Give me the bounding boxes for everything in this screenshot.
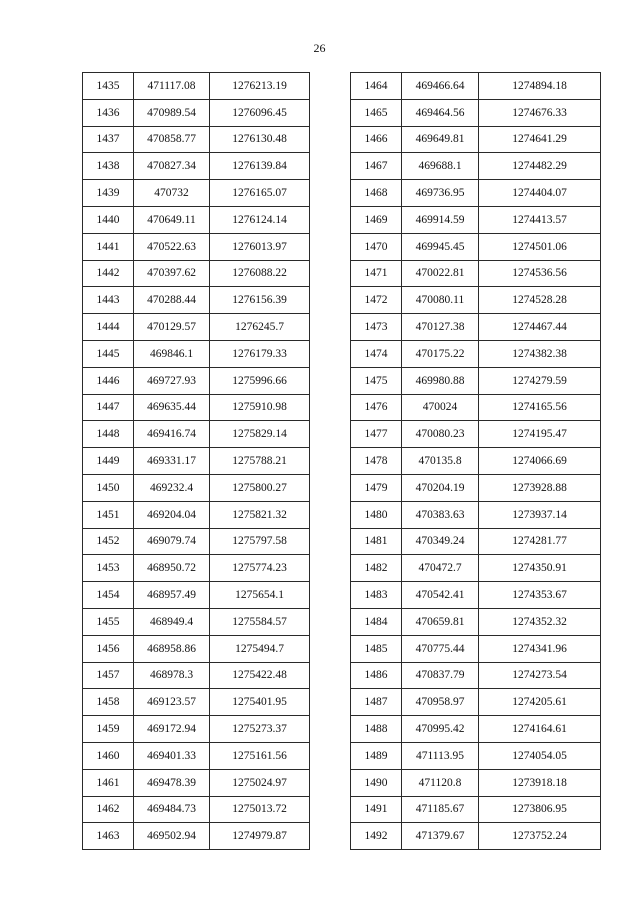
point-number-cell: 1443 <box>83 287 134 314</box>
x-coordinate-cell: 470522.63 <box>134 233 210 260</box>
y-coordinate-cell: 1276013.97 <box>210 233 310 260</box>
x-coordinate-cell: 470827.34 <box>134 153 210 180</box>
x-coordinate-cell: 470472.7 <box>402 555 479 582</box>
y-coordinate-cell: 1276130.48 <box>210 126 310 153</box>
point-number-cell: 1486 <box>351 662 402 689</box>
y-coordinate-cell: 1276213.19 <box>210 73 310 100</box>
point-number-cell: 1476 <box>351 394 402 421</box>
point-number-cell: 1475 <box>351 367 402 394</box>
table-row <box>83 823 310 850</box>
y-coordinate-cell: 1276088.22 <box>210 260 310 287</box>
x-coordinate-cell: 469079.74 <box>134 528 210 555</box>
point-number-cell: 1455 <box>83 608 134 635</box>
y-coordinate-cell: 1276165.07 <box>210 180 310 207</box>
table-row <box>351 287 601 314</box>
y-coordinate-cell: 1275013.72 <box>210 796 310 823</box>
table-row <box>83 180 310 207</box>
table-row <box>351 769 601 796</box>
point-number-cell: 1473 <box>351 314 402 341</box>
table-row <box>351 206 601 233</box>
y-coordinate-cell: 1275996.66 <box>210 367 310 394</box>
x-coordinate-cell: 471379.67 <box>402 823 479 850</box>
table-row <box>351 233 601 260</box>
y-coordinate-cell: 1274413.57 <box>479 206 601 233</box>
table-row <box>351 555 601 582</box>
point-number-cell: 1484 <box>351 608 402 635</box>
table-row <box>83 582 310 609</box>
point-number-cell: 1464 <box>351 73 402 100</box>
page-number: 26 <box>313 41 326 55</box>
y-coordinate-cell: 1274205.61 <box>479 689 601 716</box>
x-coordinate-cell: 471113.95 <box>402 742 479 769</box>
point-number-cell: 1436 <box>83 99 134 126</box>
x-coordinate-cell: 469464.56 <box>402 99 479 126</box>
point-number-cell: 1441 <box>83 233 134 260</box>
point-number-cell: 1438 <box>83 153 134 180</box>
x-coordinate-cell: 470080.11 <box>402 287 479 314</box>
point-number-cell: 1471 <box>351 260 402 287</box>
x-coordinate-cell: 469736.95 <box>402 180 479 207</box>
point-number-cell: 1492 <box>351 823 402 850</box>
point-number-cell: 1439 <box>83 180 134 207</box>
table-row <box>83 287 310 314</box>
point-number-cell: 1440 <box>83 206 134 233</box>
table-row <box>351 716 601 743</box>
point-number-cell: 1461 <box>83 769 134 796</box>
x-coordinate-cell: 469401.33 <box>134 742 210 769</box>
x-coordinate-cell: 471185.67 <box>402 796 479 823</box>
y-coordinate-cell: 1274894.18 <box>479 73 601 100</box>
point-number-cell: 1466 <box>351 126 402 153</box>
x-coordinate-cell: 469945.45 <box>402 233 479 260</box>
point-number-cell: 1437 <box>83 126 134 153</box>
y-coordinate-cell: 1275797.58 <box>210 528 310 555</box>
coordinates-table-right-body <box>351 73 601 850</box>
table-row <box>83 689 310 716</box>
x-coordinate-cell: 470649.11 <box>134 206 210 233</box>
y-coordinate-cell: 1274536.56 <box>479 260 601 287</box>
y-coordinate-cell: 1274676.33 <box>479 99 601 126</box>
point-number-cell: 1468 <box>351 180 402 207</box>
table-row <box>83 421 310 448</box>
x-coordinate-cell: 468957.49 <box>134 582 210 609</box>
table-row <box>351 394 601 421</box>
point-number-cell: 1460 <box>83 742 134 769</box>
point-number-cell: 1482 <box>351 555 402 582</box>
y-coordinate-cell: 1273806.95 <box>479 796 601 823</box>
table-row <box>83 448 310 475</box>
y-coordinate-cell: 1274350.91 <box>479 555 601 582</box>
table-row <box>83 73 310 100</box>
y-coordinate-cell: 1275800.27 <box>210 474 310 501</box>
y-coordinate-cell: 1274467.44 <box>479 314 601 341</box>
x-coordinate-cell: 470288.44 <box>134 287 210 314</box>
x-coordinate-cell: 470958.97 <box>402 689 479 716</box>
x-coordinate-cell: 469172.94 <box>134 716 210 743</box>
y-coordinate-cell: 1276245.7 <box>210 314 310 341</box>
x-coordinate-cell: 470204.19 <box>402 474 479 501</box>
coordinates-table-right <box>350 72 601 850</box>
x-coordinate-cell: 468950.72 <box>134 555 210 582</box>
x-coordinate-cell: 469502.94 <box>134 823 210 850</box>
x-coordinate-cell: 470349.24 <box>402 528 479 555</box>
table-row <box>351 180 601 207</box>
table-row <box>351 73 601 100</box>
y-coordinate-cell: 1274382.38 <box>479 340 601 367</box>
point-number-cell: 1454 <box>83 582 134 609</box>
point-number-cell: 1479 <box>351 474 402 501</box>
x-coordinate-cell: 468949.4 <box>134 608 210 635</box>
x-coordinate-cell: 468958.86 <box>134 635 210 662</box>
point-number-cell: 1488 <box>351 716 402 743</box>
point-number-cell: 1477 <box>351 421 402 448</box>
x-coordinate-cell: 470080.23 <box>402 421 479 448</box>
x-coordinate-cell: 470659.81 <box>402 608 479 635</box>
table-row <box>83 501 310 528</box>
y-coordinate-cell: 1275273.37 <box>210 716 310 743</box>
y-coordinate-cell: 1276124.14 <box>210 206 310 233</box>
point-number-cell: 1451 <box>83 501 134 528</box>
y-coordinate-cell: 1274273.54 <box>479 662 601 689</box>
x-coordinate-cell: 469846.1 <box>134 340 210 367</box>
y-coordinate-cell: 1276139.84 <box>210 153 310 180</box>
y-coordinate-cell: 1274279.59 <box>479 367 601 394</box>
y-coordinate-cell: 1274164.61 <box>479 716 601 743</box>
point-number-cell: 1447 <box>83 394 134 421</box>
point-number-cell: 1489 <box>351 742 402 769</box>
table-row <box>351 474 601 501</box>
point-number-cell: 1444 <box>83 314 134 341</box>
y-coordinate-cell: 1275910.98 <box>210 394 310 421</box>
y-coordinate-cell: 1276179.33 <box>210 340 310 367</box>
x-coordinate-cell: 470024 <box>402 394 479 421</box>
y-coordinate-cell: 1275774.23 <box>210 555 310 582</box>
table-row <box>83 528 310 555</box>
y-coordinate-cell: 1274341.96 <box>479 635 601 662</box>
point-number-cell: 1449 <box>83 448 134 475</box>
point-number-cell: 1485 <box>351 635 402 662</box>
x-coordinate-cell: 470837.79 <box>402 662 479 689</box>
x-coordinate-cell: 470397.62 <box>134 260 210 287</box>
table-row <box>351 742 601 769</box>
point-number-cell: 1472 <box>351 287 402 314</box>
table-row <box>351 662 601 689</box>
point-number-cell: 1481 <box>351 528 402 555</box>
y-coordinate-cell: 1274165.56 <box>479 394 601 421</box>
table-row <box>351 260 601 287</box>
table-row <box>351 314 601 341</box>
table-row <box>351 608 601 635</box>
x-coordinate-cell: 469914.59 <box>402 206 479 233</box>
y-coordinate-cell: 1276156.39 <box>210 287 310 314</box>
x-coordinate-cell: 470383.63 <box>402 501 479 528</box>
table-row <box>83 367 310 394</box>
point-number-cell: 1467 <box>351 153 402 180</box>
table-row <box>83 260 310 287</box>
table-row <box>351 823 601 850</box>
table-row <box>351 689 601 716</box>
y-coordinate-cell: 1274641.29 <box>479 126 601 153</box>
table-row <box>351 448 601 475</box>
point-number-cell: 1453 <box>83 555 134 582</box>
y-coordinate-cell: 1275584.57 <box>210 608 310 635</box>
table-row <box>83 126 310 153</box>
y-coordinate-cell: 1274528.28 <box>479 287 601 314</box>
x-coordinate-cell: 469416.74 <box>134 421 210 448</box>
y-coordinate-cell: 1274979.87 <box>210 823 310 850</box>
table-row <box>83 608 310 635</box>
x-coordinate-cell: 470732 <box>134 180 210 207</box>
y-coordinate-cell: 1275829.14 <box>210 421 310 448</box>
y-coordinate-cell: 1274281.77 <box>479 528 601 555</box>
point-number-cell: 1478 <box>351 448 402 475</box>
x-coordinate-cell: 469331.17 <box>134 448 210 475</box>
x-coordinate-cell: 469688.1 <box>402 153 479 180</box>
table-row <box>83 635 310 662</box>
point-number-cell: 1457 <box>83 662 134 689</box>
point-number-cell: 1442 <box>83 260 134 287</box>
x-coordinate-cell: 468978.3 <box>134 662 210 689</box>
table-row <box>83 153 310 180</box>
y-coordinate-cell: 1274404.07 <box>479 180 601 207</box>
table-row <box>351 528 601 555</box>
point-number-cell: 1445 <box>83 340 134 367</box>
point-number-cell: 1487 <box>351 689 402 716</box>
x-coordinate-cell: 469478.39 <box>134 769 210 796</box>
x-coordinate-cell: 470135.8 <box>402 448 479 475</box>
x-coordinate-cell: 469232.4 <box>134 474 210 501</box>
y-coordinate-cell: 1275788.21 <box>210 448 310 475</box>
x-coordinate-cell: 469466.64 <box>402 73 479 100</box>
table-row <box>351 99 601 126</box>
y-coordinate-cell: 1275161.56 <box>210 742 310 769</box>
point-number-cell: 1474 <box>351 340 402 367</box>
x-coordinate-cell: 469649.81 <box>402 126 479 153</box>
table-row <box>351 126 601 153</box>
point-number-cell: 1452 <box>83 528 134 555</box>
table-row <box>83 340 310 367</box>
x-coordinate-cell: 470022.81 <box>402 260 479 287</box>
x-coordinate-cell: 470175.22 <box>402 340 479 367</box>
x-coordinate-cell: 469204.04 <box>134 501 210 528</box>
table-row <box>83 662 310 689</box>
table-row <box>83 394 310 421</box>
point-number-cell: 1456 <box>83 635 134 662</box>
table-row <box>83 742 310 769</box>
table-row <box>351 367 601 394</box>
y-coordinate-cell: 1275821.32 <box>210 501 310 528</box>
point-number-cell: 1491 <box>351 796 402 823</box>
x-coordinate-cell: 470129.57 <box>134 314 210 341</box>
point-number-cell: 1483 <box>351 582 402 609</box>
table-row <box>83 769 310 796</box>
coordinates-table-left-body <box>83 73 310 850</box>
y-coordinate-cell: 1274195.47 <box>479 421 601 448</box>
y-coordinate-cell: 1274353.67 <box>479 582 601 609</box>
table-row <box>351 635 601 662</box>
table-row <box>351 340 601 367</box>
table-row <box>351 796 601 823</box>
x-coordinate-cell: 470858.77 <box>134 126 210 153</box>
x-coordinate-cell: 469727.93 <box>134 367 210 394</box>
point-number-cell: 1448 <box>83 421 134 448</box>
table-row <box>83 233 310 260</box>
table-row <box>83 314 310 341</box>
y-coordinate-cell: 1273918.18 <box>479 769 601 796</box>
y-coordinate-cell: 1273937.14 <box>479 501 601 528</box>
x-coordinate-cell: 470775.44 <box>402 635 479 662</box>
x-coordinate-cell: 470127.38 <box>402 314 479 341</box>
x-coordinate-cell: 470542.41 <box>402 582 479 609</box>
point-number-cell: 1463 <box>83 823 134 850</box>
table-row <box>351 421 601 448</box>
table-row <box>83 99 310 126</box>
x-coordinate-cell: 469123.57 <box>134 689 210 716</box>
x-coordinate-cell: 471120.8 <box>402 769 479 796</box>
y-coordinate-cell: 1274066.69 <box>479 448 601 475</box>
y-coordinate-cell: 1274501.06 <box>479 233 601 260</box>
point-number-cell: 1470 <box>351 233 402 260</box>
point-number-cell: 1469 <box>351 206 402 233</box>
y-coordinate-cell: 1275401.95 <box>210 689 310 716</box>
y-coordinate-cell: 1276096.45 <box>210 99 310 126</box>
x-coordinate-cell: 471117.08 <box>134 73 210 100</box>
y-coordinate-cell: 1275422.48 <box>210 662 310 689</box>
table-row <box>83 716 310 743</box>
x-coordinate-cell: 470995.42 <box>402 716 479 743</box>
table-row <box>83 555 310 582</box>
coordinates-table-left <box>82 72 310 850</box>
table-row <box>351 501 601 528</box>
table-row <box>83 206 310 233</box>
y-coordinate-cell: 1275654.1 <box>210 582 310 609</box>
y-coordinate-cell: 1275024.97 <box>210 769 310 796</box>
y-coordinate-cell: 1273752.24 <box>479 823 601 850</box>
point-number-cell: 1458 <box>83 689 134 716</box>
x-coordinate-cell: 470989.54 <box>134 99 210 126</box>
table-row <box>351 582 601 609</box>
point-number-cell: 1465 <box>351 99 402 126</box>
point-number-cell: 1480 <box>351 501 402 528</box>
point-number-cell: 1450 <box>83 474 134 501</box>
y-coordinate-cell: 1274352.32 <box>479 608 601 635</box>
y-coordinate-cell: 1275494.7 <box>210 635 310 662</box>
point-number-cell: 1490 <box>351 769 402 796</box>
x-coordinate-cell: 469635.44 <box>134 394 210 421</box>
x-coordinate-cell: 469484.73 <box>134 796 210 823</box>
point-number-cell: 1462 <box>83 796 134 823</box>
y-coordinate-cell: 1274482.29 <box>479 153 601 180</box>
point-number-cell: 1446 <box>83 367 134 394</box>
y-coordinate-cell: 1273928.88 <box>479 474 601 501</box>
table-row <box>83 474 310 501</box>
table-row <box>351 153 601 180</box>
table-row <box>83 796 310 823</box>
y-coordinate-cell: 1274054.05 <box>479 742 601 769</box>
x-coordinate-cell: 469980.88 <box>402 367 479 394</box>
point-number-cell: 1435 <box>83 73 134 100</box>
point-number-cell: 1459 <box>83 716 134 743</box>
